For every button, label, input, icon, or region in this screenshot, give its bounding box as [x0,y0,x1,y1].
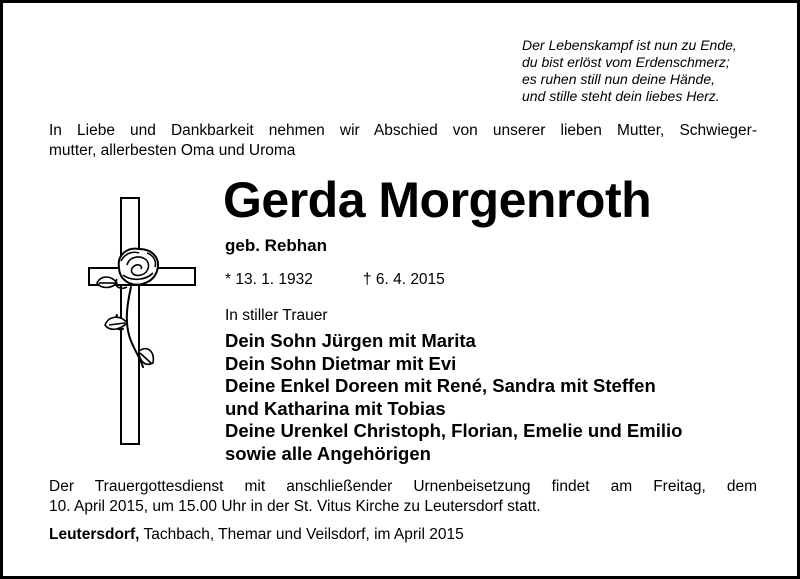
survivor-line: Deine Enkel Doreen mit René, Sandra mit Steffen [225,375,656,396]
service-line: 10. April 2015, um 15.00 Uhr in der St. Vitus Kirche zu Leutersdorf statt. [49,498,541,515]
service-announcement [49,477,757,517]
survivor-line: Dein Sohn Dietmar mit Evi [225,352,457,374]
closing-line [49,525,464,545]
poem-line: es ruhen still nun deine Hände, [522,71,716,87]
closing-rest: Tachbach, Themar und Veilsdorf, im April 2015 [139,526,464,543]
birth-date: * 13. 1. 1932 [225,271,313,288]
deceased-name: Gerda Morgenroth [223,172,652,228]
intro-line: In Liebe und Dankbarkeit nehmen wir Abschied von unserer lieben Mutter, Schwieger- [49,122,757,139]
survivor-line: und Katharina mit Tobias [225,397,446,419]
intro-line: mutter, allerbesten Oma und Uroma [49,142,296,159]
survivor-line: Deine Urenkel Christoph, Florian, Emelie und Emilio [225,420,683,441]
life-dates [225,270,445,290]
poem-line: und stille steht dein liebes Herz. [522,88,720,104]
poem [522,37,782,105]
cross-with-rose-icon [87,195,199,447]
birth-name: geb. Rebhan [225,236,328,255]
poem-line: Der Lebenskampf ist nun zu Ende, [522,37,737,53]
death-date: † 6. 4. 2015 [362,271,445,288]
mourning-label: In stiller Trauer [225,307,328,324]
closing-place: Leutersdorf, [49,526,140,543]
survivor-line: Dein Sohn Jürgen mit Marita [225,330,476,351]
service-line: Der Trauergottesdienst mit anschließender Urnenbeisetzung findet am Freitag, dem [49,478,757,495]
intro-text [49,121,757,161]
poem-line: du bist erlöst vom Erdenschmerz; [522,54,730,70]
survivor-line: sowie alle Angehörigen [225,442,431,464]
survivors-list [225,330,682,465]
